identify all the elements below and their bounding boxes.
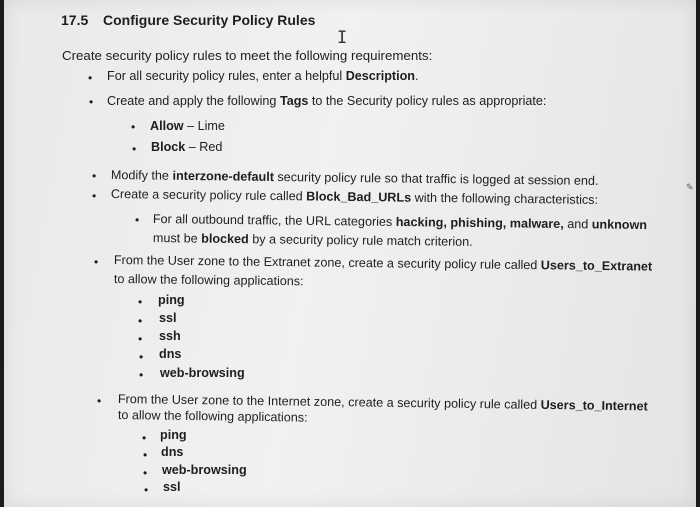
- req-users-to-extranet-line2: to allow the following applications:: [113, 271, 304, 289]
- req-users-to-internet: From the User zone to the Internet zone, create a security policy rule called Users_to_Internet: [117, 391, 648, 414]
- app-list-item: ssh: [159, 329, 181, 343]
- badurls-criteria-line2: must be blocked by a security policy rule match criterion.: [152, 230, 473, 249]
- document-page: [4, 0, 696, 507]
- bullet: •: [97, 394, 102, 408]
- app-list-item: web-browsing: [160, 366, 245, 380]
- bullet: •: [144, 483, 149, 497]
- bullet: •: [138, 314, 143, 328]
- app-list-item: web-browsing: [162, 463, 247, 477]
- req-description: For all security policy rules, enter a helpful Description.: [107, 69, 419, 83]
- bullet: •: [138, 295, 143, 309]
- bullet: •: [94, 255, 99, 269]
- tag-block: Block – Red: [151, 140, 223, 154]
- app-list-item: dns: [159, 347, 182, 361]
- bullet: •: [132, 142, 137, 156]
- req-tags: Create and apply the following Tags to the Security policy rules as appropriate:: [107, 94, 547, 108]
- tag-allow: Allow – Lime: [150, 119, 225, 133]
- req-users-to-extranet: From the User zone to the Extranet zone, create a security policy rule called Users_to_Extranet: [113, 252, 653, 274]
- bullet: •: [138, 332, 143, 346]
- bullet: •: [131, 120, 136, 134]
- text-cursor-icon: I: [337, 28, 348, 48]
- bullet: •: [139, 368, 144, 382]
- app-list-item: dns: [161, 445, 184, 459]
- bullet: •: [92, 169, 97, 183]
- req-users-to-internet-line2: to allow the following applications:: [117, 407, 308, 425]
- bullet: •: [143, 448, 148, 462]
- smudge-mark-icon: ✎: [686, 182, 694, 192]
- section-heading: [61, 12, 315, 28]
- app-list-item: ping: [160, 428, 187, 442]
- app-list-item: ping: [158, 293, 185, 307]
- section-title: Configure Security Policy Rules: [103, 12, 316, 28]
- bullet: •: [88, 71, 93, 85]
- req-interzone: Modify the interzone-default security policy rule so that traffic is logged at session end.: [110, 167, 599, 188]
- app-list-item: ssl: [159, 311, 177, 325]
- bullet: •: [89, 95, 94, 109]
- intro-text: Create security policy rules to meet the following requirements:: [62, 48, 433, 63]
- bullet: •: [143, 466, 148, 480]
- bullet: •: [139, 350, 144, 364]
- bullet: •: [92, 189, 97, 203]
- badurls-criteria-line1: For all outbound traffic, the URL categories hacking, phishing, malware, and unknown: [152, 211, 648, 233]
- section-number: 17.5: [61, 12, 89, 28]
- bullet: •: [142, 431, 147, 445]
- bullet: •: [135, 213, 140, 227]
- req-block-bad-urls: Create a security policy rule called Block_Bad_URLs with the following characteristics:: [110, 186, 599, 207]
- app-list-item: ssl: [163, 480, 181, 494]
